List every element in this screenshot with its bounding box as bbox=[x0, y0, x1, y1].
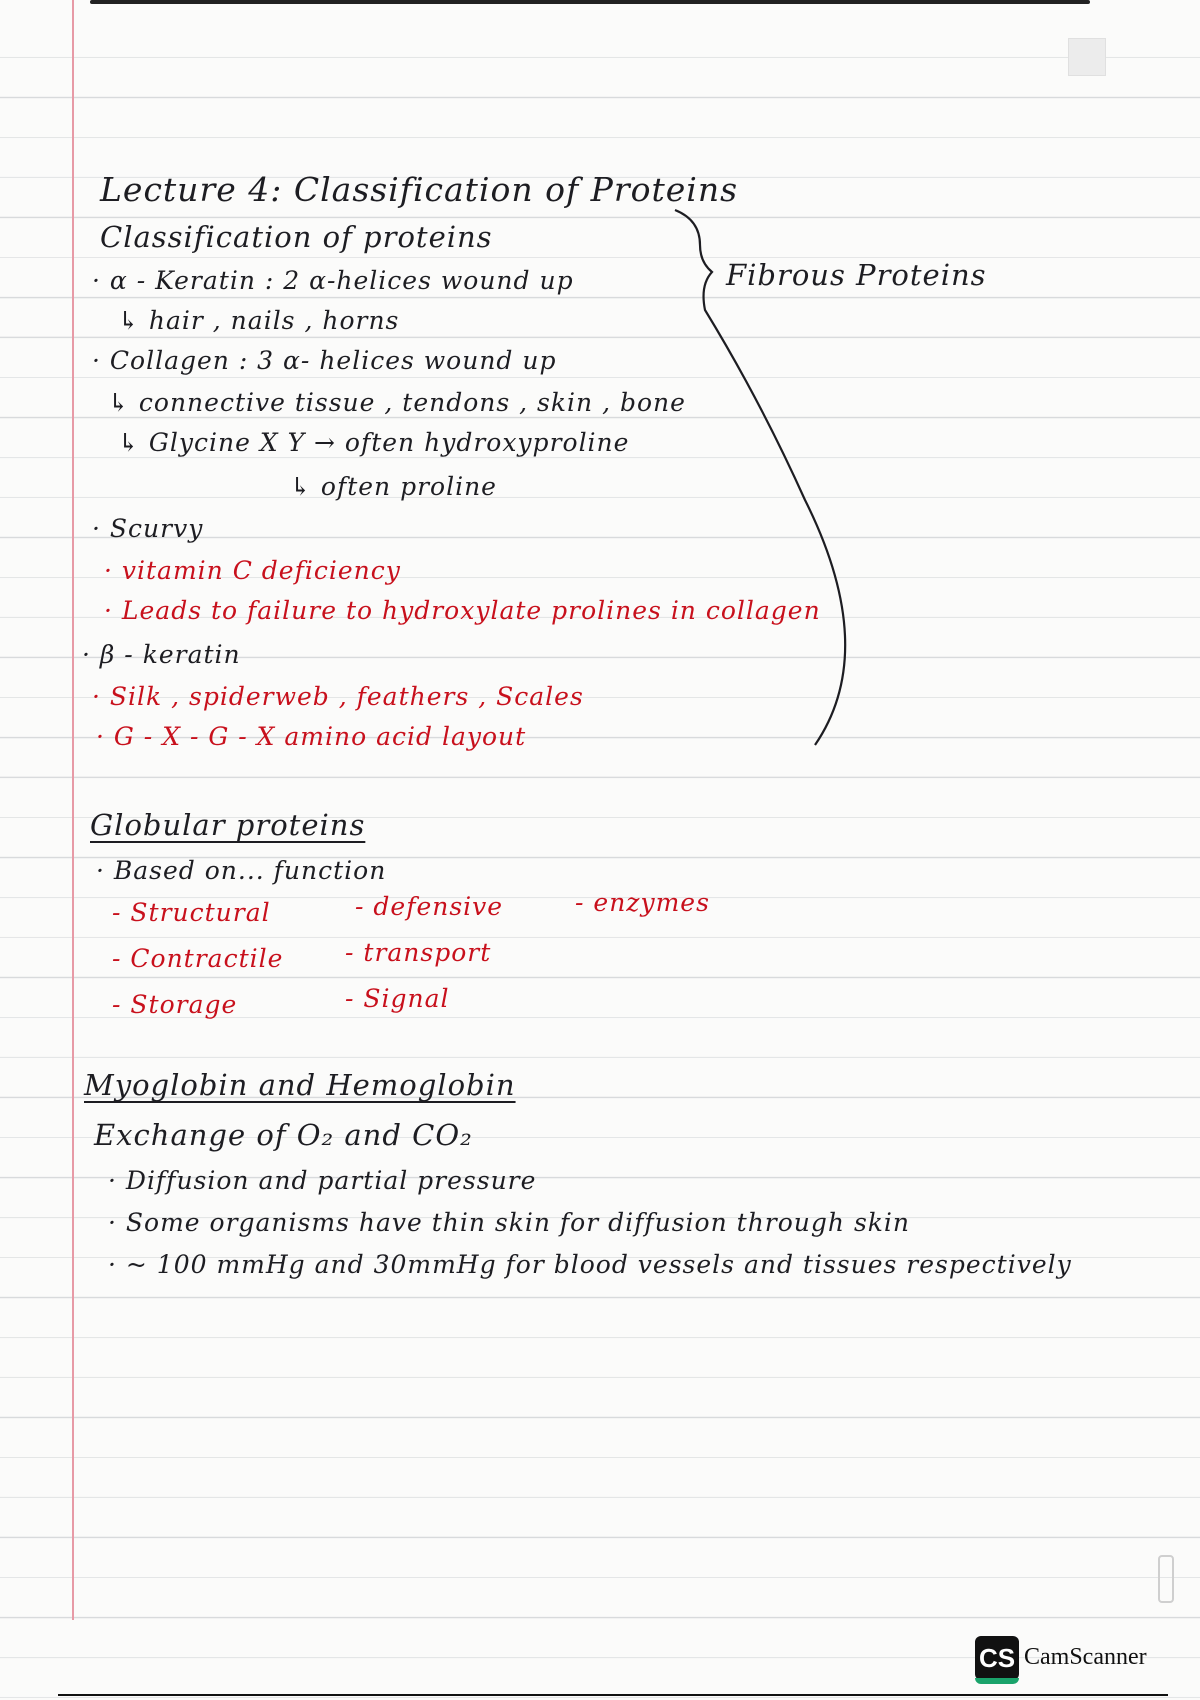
beta-keratin-line: · β - keratin bbox=[82, 640, 241, 669]
collagen-proline: ↳ often proline bbox=[290, 472, 497, 501]
fibrous-proteins-label: Fibrous Proteins bbox=[726, 258, 987, 292]
camscanner-wordmark: CamScanner bbox=[1024, 1644, 1147, 1670]
diffusion-line: · Diffusion and partial pressure bbox=[108, 1166, 537, 1195]
function-signal: - Signal bbox=[345, 984, 450, 1013]
gas-exchange-line: Exchange of O₂ and CO₂ bbox=[94, 1118, 473, 1152]
function-structural: - Structural bbox=[112, 898, 271, 927]
function-transport: - transport bbox=[345, 938, 492, 967]
alpha-keratin-examples: ↳ hair , nails , horns bbox=[118, 306, 400, 335]
function-contractile: - Contractile bbox=[112, 944, 284, 973]
function-enzymes: - enzymes bbox=[575, 888, 710, 917]
scurvy-heading: · Scurvy bbox=[92, 514, 204, 543]
camscanner-logo: CS bbox=[975, 1636, 1019, 1680]
section-subtitle: Classification of proteins bbox=[100, 220, 493, 254]
globular-heading: Globular proteins bbox=[90, 808, 366, 842]
globular-based-on: · Based on... function bbox=[96, 856, 387, 885]
side-mark bbox=[1158, 1555, 1174, 1603]
function-storage: - Storage bbox=[112, 990, 238, 1019]
pressure-values-line: · ~ 100 mmHg and 30mmHg for blood vessels and tissues respectively bbox=[108, 1250, 1072, 1279]
fibrous-brace bbox=[0, 0, 1200, 800]
thin-skin-line: · Some organisms have thin skin for diffusion through skin bbox=[108, 1208, 911, 1237]
myoglobin-heading: Myoglobin and Hemoglobin bbox=[84, 1068, 516, 1102]
scurvy-point-2: · Leads to failure to hydroxylate prolines in collagen bbox=[104, 596, 821, 625]
beta-keratin-examples: · Silk , spiderweb , feathers , Scales bbox=[92, 682, 584, 711]
collagen-sequence: ↳ Glycine X Y → often hydroxyproline bbox=[118, 428, 630, 457]
alpha-keratin-line: · α - Keratin : 2 α-helices wound up bbox=[92, 266, 574, 295]
page-bottom-edge bbox=[58, 1694, 1168, 1696]
beta-keratin-layout: · G - X - G - X amino acid layout bbox=[96, 722, 527, 751]
function-defensive: - defensive bbox=[355, 892, 504, 921]
collagen-line: · Collagen : 3 α- helices wound up bbox=[92, 346, 557, 375]
scurvy-point-1: · vitamin C deficiency bbox=[104, 556, 401, 585]
lecture-title: Lecture 4: Classification of Proteins bbox=[100, 170, 739, 209]
collagen-location: ↳ connective tissue , tendons , skin , bone bbox=[108, 388, 686, 417]
